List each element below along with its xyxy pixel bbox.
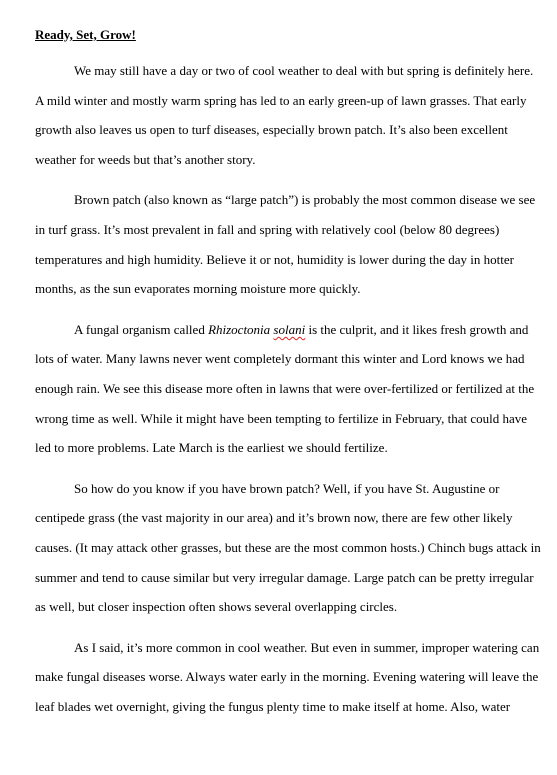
paragraph-4-line-1: So how do you know if you have brown patch? Well, if you have St. Augustine or (74, 480, 500, 496)
paragraph-3-line-4: wrong time as well. While it might have been tempting to fertilize in February, that could have (35, 410, 528, 426)
document-page (35, 26, 543, 732)
paragraph-1-line-2: A mild winter and mostly warm spring has led to an early green-up of lawn grasses. That early (35, 92, 527, 108)
paragraph-3-line-2: lots of water. Many lawns never went completely dormant this winter and Lord knows we had (35, 351, 525, 367)
paragraph-5-line-1: As I said, it’s more common in cool weather. But even in summer, improper watering can (74, 639, 540, 655)
paragraph-2-line-3: temperatures and high humidity. Believe it or not, humidity is lower during the day in hotter (35, 251, 514, 267)
paragraph-3-line-5: led to more problems. Late March is the earliest we should fertilize. (35, 440, 388, 456)
paragraph-2-line-2: in turf grass. It’s most prevalent in fall and spring with relatively cool (below 80 degrees) (35, 221, 500, 237)
paragraph-5 (35, 633, 543, 722)
document-title: Ready, Set, Grow! (35, 27, 136, 42)
paragraph-3-line-3: enough rain. We see this disease more often in lawns that were over-fertilized or fertilized at the (35, 380, 535, 396)
paragraph-4-line-2: centipede grass (the vast majority in our area) and it’s brown now, there are few other likely (35, 510, 513, 526)
paragraph-3-line-1-pre: A fungal organism called (74, 321, 209, 337)
paragraph-1-line-3: growth also leaves us open to turf diseases, especially brown patch. It’s also been excellent (35, 122, 508, 138)
paragraph-3-line-1-post: is the culprit, and it likes fresh growth and (305, 321, 529, 337)
paragraph-4-line-3: causes. (It may attack other grasses, but these are the most common hosts.) Chinch bugs attack in (35, 539, 541, 555)
paragraph-2-line-1: Brown patch (also known as “large patch”) is probably the most common disease we see (74, 192, 536, 208)
paragraph-4-line-4: summer and tend to cause similar but very irregular damage. Large patch can be pretty irregular (35, 569, 534, 585)
organism-genus: Rhizoctonia (208, 321, 271, 337)
paragraph-5-line-3: leaf blades wet overnight, giving the fungus plenty time to make itself at home. Also, water (35, 698, 511, 714)
paragraph-1-line-1: We may still have a day or two of cool weather to deal with but spring is definitely here. (74, 63, 534, 78)
paragraph-3-line-1 (35, 315, 543, 345)
paragraph-2-line-4: months, as the sun evaporates morning moisture more quickly. (35, 281, 361, 297)
paragraph-5-line-2: make fungal diseases worse. Always water early in the morning. Evening watering will leave the (35, 669, 539, 685)
paragraph-4 (35, 474, 543, 622)
paragraph-3 (35, 315, 543, 463)
paragraph-1 (35, 56, 543, 174)
paragraph-2 (35, 185, 543, 303)
paragraph-1-line-4: weather for weeds but that’s another story. (35, 151, 256, 167)
organism-species: solani (273, 321, 306, 337)
paragraph-4-line-5: as well, but closer inspection often shows several overlapping circles. (35, 599, 398, 615)
